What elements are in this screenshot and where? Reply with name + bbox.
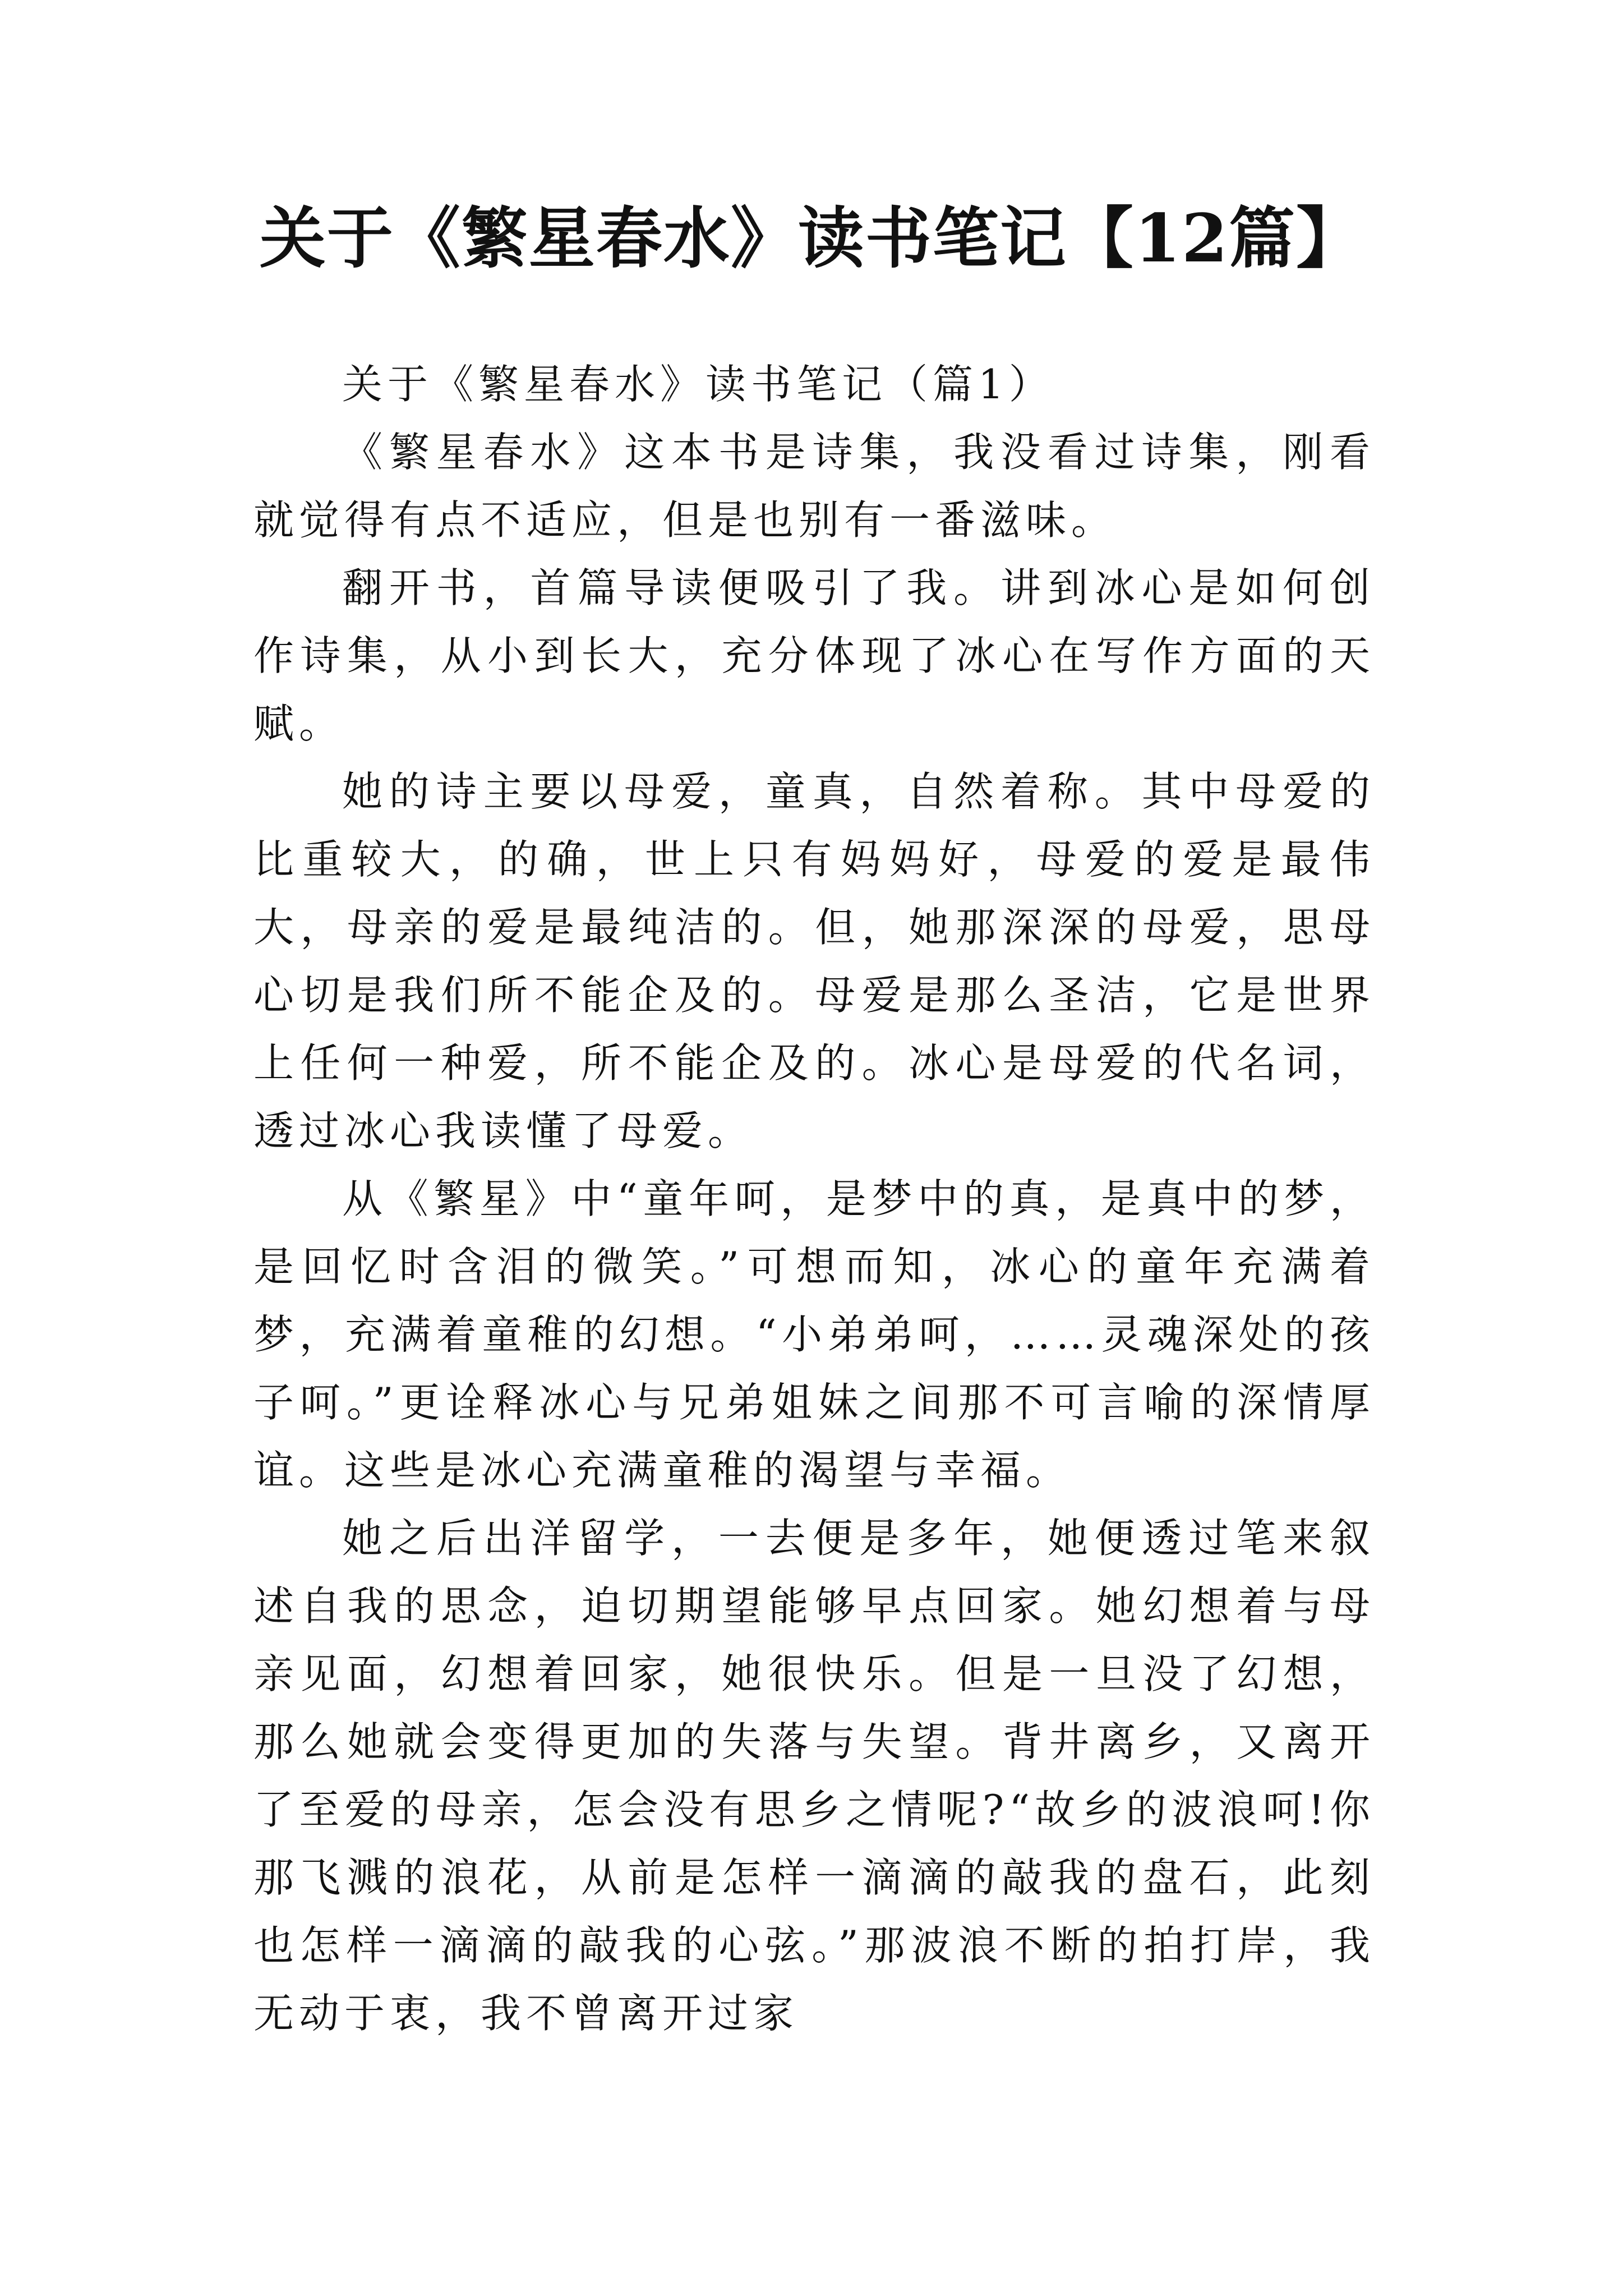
paragraph: 她的诗主要以母爱，童真，自然着称。其中母爱的比重较大，的确，世上只有妈妈好，母爱的爱是最伟大，母亲的爱是最纯洁的。但，她那深深的母爱，思母心切是我们所不能企及的。母爱是那么圣洁，它是世界上任何一种爱，所不能企及的。冰心是母爱的代名词，透过冰心我读懂了母爱。 [253,768,1375,1154]
document-body [253,351,1375,2047]
section-heading: 关于《繁星春水》读书笔记（篇1） [342,361,1054,408]
paragraph: 从《繁星》中“童年呵，是梦中的真，是真中的梦，是回忆时含泪的微笑。”可想而知，冰心的童年充满着梦，充满着童稚的幻想。“小弟弟呵，……灵魂深处的孩子呵。”更诠释冰心与兄弟姐妹之间那不可言喻的深情厚谊。这些是冰心充满童稚的渴望与幸福。 [253,1175,1375,1494]
paragraph: 她之后出洋留学，一去便是多年，她便透过笔来叙述自我的思念，迫切期望能够早点回家。她幻想着与母亲见面，幻想着回家，她很快乐。但是一旦没了幻想，那么她就会变得更加的失落与失望。背井离乡，又离开了至爱的母亲，怎会没有思乡之情呢?“故乡的波浪呵!你那飞溅的浪花，从前是怎样一滴滴的敲我的盘石，此刻也怎样一滴滴的敲我的心弦。”那波浪不断的拍打岸，我无动于衷，我不曾离开过家 [253,1515,1375,2037]
paragraph: 《繁星春水》这本书是诗集，我没看过诗集，刚看就觉得有点不适应，但是也别有一番滋味。 [253,429,1375,544]
paragraph: 翻开书，首篇导读便吸引了我。讲到冰心是如何创作诗集，从小到长大，充分体现了冰心在写作方面的天赋。 [253,564,1375,747]
document-title: 关于《繁星春水》读书笔记【12篇】 [259,199,1364,277]
